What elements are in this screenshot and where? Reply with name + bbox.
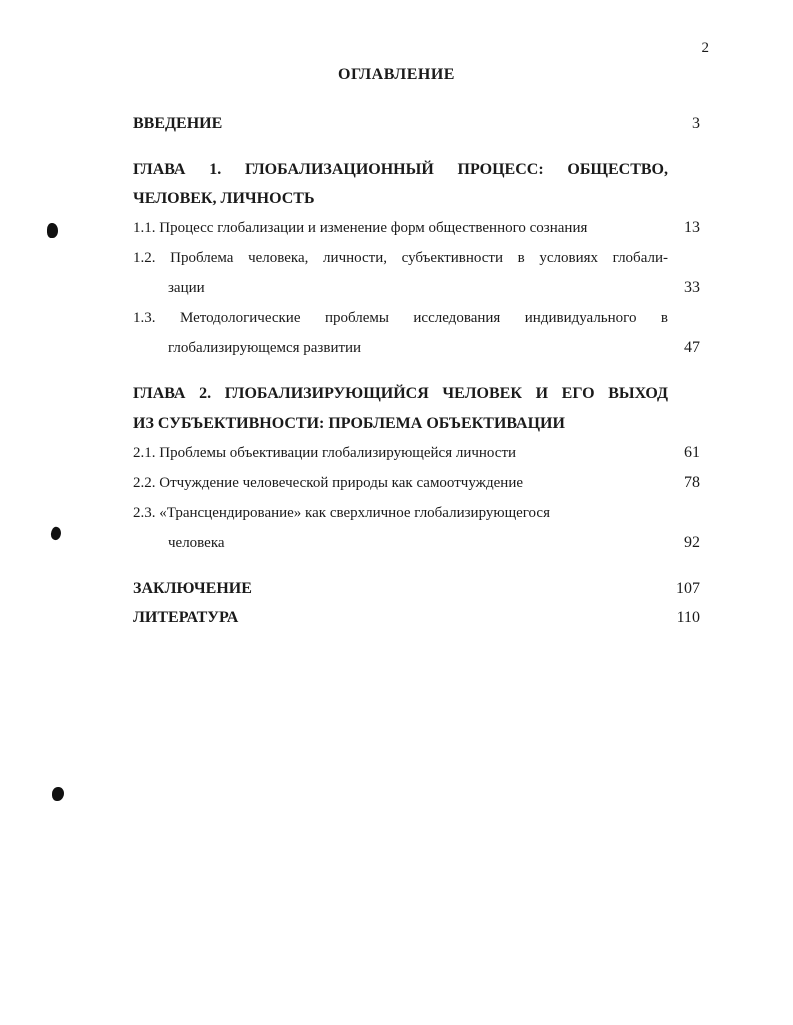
- toc-conclusion-page: 107: [676, 580, 700, 597]
- toc-literature-page: 110: [676, 609, 700, 626]
- chapter2-heading-line1: ГЛАВА 2. ГЛОБАЛИЗИРУЮЩИЙСЯ ЧЕЛОВЕК И ЕГО ВЫХОД: [133, 385, 668, 402]
- toc-intro-page: 3: [692, 115, 700, 132]
- scan-blot-3: [52, 787, 64, 801]
- section-2-2-page: 78: [684, 474, 700, 491]
- scan-blot-1: [47, 223, 58, 238]
- section-1-3-title-line1: 1.3. Методологические проблемы исследования индивидуального в: [133, 310, 668, 326]
- section-2-3-title-line2: человека: [168, 535, 225, 551]
- section-1-2-title-line1: 1.2. Проблема человека, личности, субъективности в условиях глобали-: [133, 250, 668, 266]
- section-1-2-page: 33: [684, 279, 700, 296]
- section-2-2-title: 2.2. Отчуждение человеческой природы как самоотчуждение: [133, 475, 523, 491]
- section-2-3-title-line1: 2.3. «Трансцендирование» как сверхличное глобализирующегося: [133, 505, 550, 521]
- toc-literature-label: ЛИТЕРАТУРА: [133, 609, 239, 626]
- toc-title: ОГЛАВЛЕНИЕ: [338, 66, 455, 83]
- section-1-3-page: 47: [684, 339, 700, 356]
- chapter1-heading-line2: ЧЕЛОВЕК, ЛИЧНОСТЬ: [133, 190, 315, 207]
- toc-conclusion-label: ЗАКЛЮЧЕНИЕ: [133, 580, 252, 597]
- scan-blot-2: [49, 526, 63, 542]
- chapter2-heading-line2: ИЗ СУБЪЕКТИВНОСТИ: ПРОБЛЕМА ОБЪЕКТИВАЦИИ: [133, 415, 565, 432]
- page-number: 2: [701, 40, 709, 56]
- section-1-2-title-line2: зации: [168, 280, 205, 296]
- toc-intro-label: ВВЕДЕНИЕ: [133, 115, 223, 132]
- section-2-1-page: 61: [684, 444, 700, 461]
- section-2-3-page: 92: [684, 534, 700, 551]
- section-2-1-title: 2.1. Проблемы объективации глобализирующейся личности: [133, 445, 517, 461]
- section-1-3-title-line2: глобализирующемся развитии: [168, 340, 362, 356]
- section-1-1-title: 1.1. Процесс глобализации и изменение форм общественного сознания: [133, 220, 588, 236]
- chapter1-heading-line1: ГЛАВА 1. ГЛОБАЛИЗАЦИОННЫЙ ПРОЦЕСС: ОБЩЕСТВО,: [133, 161, 668, 178]
- section-1-1-page: 13: [684, 219, 700, 236]
